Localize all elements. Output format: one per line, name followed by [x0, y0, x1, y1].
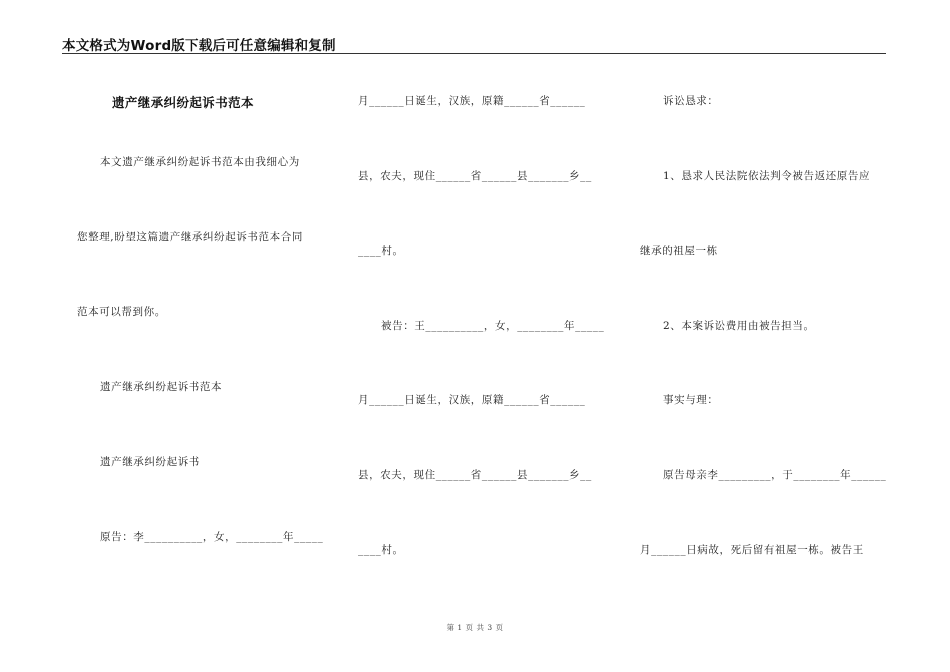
section-heading: 事实与理：	[663, 394, 719, 406]
paragraph-line: 原告母亲李_________，于________年______	[663, 469, 887, 481]
paragraph-line: 2、本案诉讼费用由被告担当。	[663, 320, 815, 332]
header-divider	[62, 53, 886, 54]
paragraph-line: 范本可以帮到你。	[77, 306, 166, 318]
section-heading: 遗产继承纠纷起诉书	[100, 456, 200, 468]
section-heading: 遗产继承纠纷起诉书范本	[100, 381, 223, 393]
paragraph-line: 1、恳求人民法院依法判令被告返还原告应	[663, 170, 871, 182]
paragraph-line: 月______日病故，死后留有祖屋一栋。被告王	[640, 544, 864, 556]
paragraph-line: 本文遗产继承纠纷起诉书范本由我细心为	[100, 156, 300, 168]
paragraph-line: 您整理,盼望这篇遗产继承纠纷起诉书范本合同	[77, 231, 303, 243]
document-title: 遗产继承纠纷起诉书范本	[112, 95, 254, 110]
paragraph-line: 月______日诞生，汉族，原籍______省______	[358, 95, 586, 107]
page-number: 第 1 页 共 3 页	[446, 623, 504, 632]
plaintiff-line: 原告：李__________，女，________年_____	[100, 531, 324, 543]
paragraph-line: ____村。	[358, 245, 404, 257]
paragraph-line: ____村。	[358, 544, 404, 556]
defendant-line: 被告：王__________，女，________年_____	[381, 320, 605, 332]
paragraph-line: 月______日诞生，汉族，原籍______省______	[358, 394, 586, 406]
paragraph-line: 继承的祖屋一栋	[640, 245, 718, 257]
document-header: 本文格式为Word版下载后可任意编辑和复制	[62, 38, 336, 54]
paragraph-line: 县，农夫，现住______省______县_______乡__	[358, 469, 592, 481]
section-heading: 诉讼恳求：	[663, 95, 719, 107]
paragraph-line: 县，农夫，现住______省______县_______乡__	[358, 170, 592, 182]
